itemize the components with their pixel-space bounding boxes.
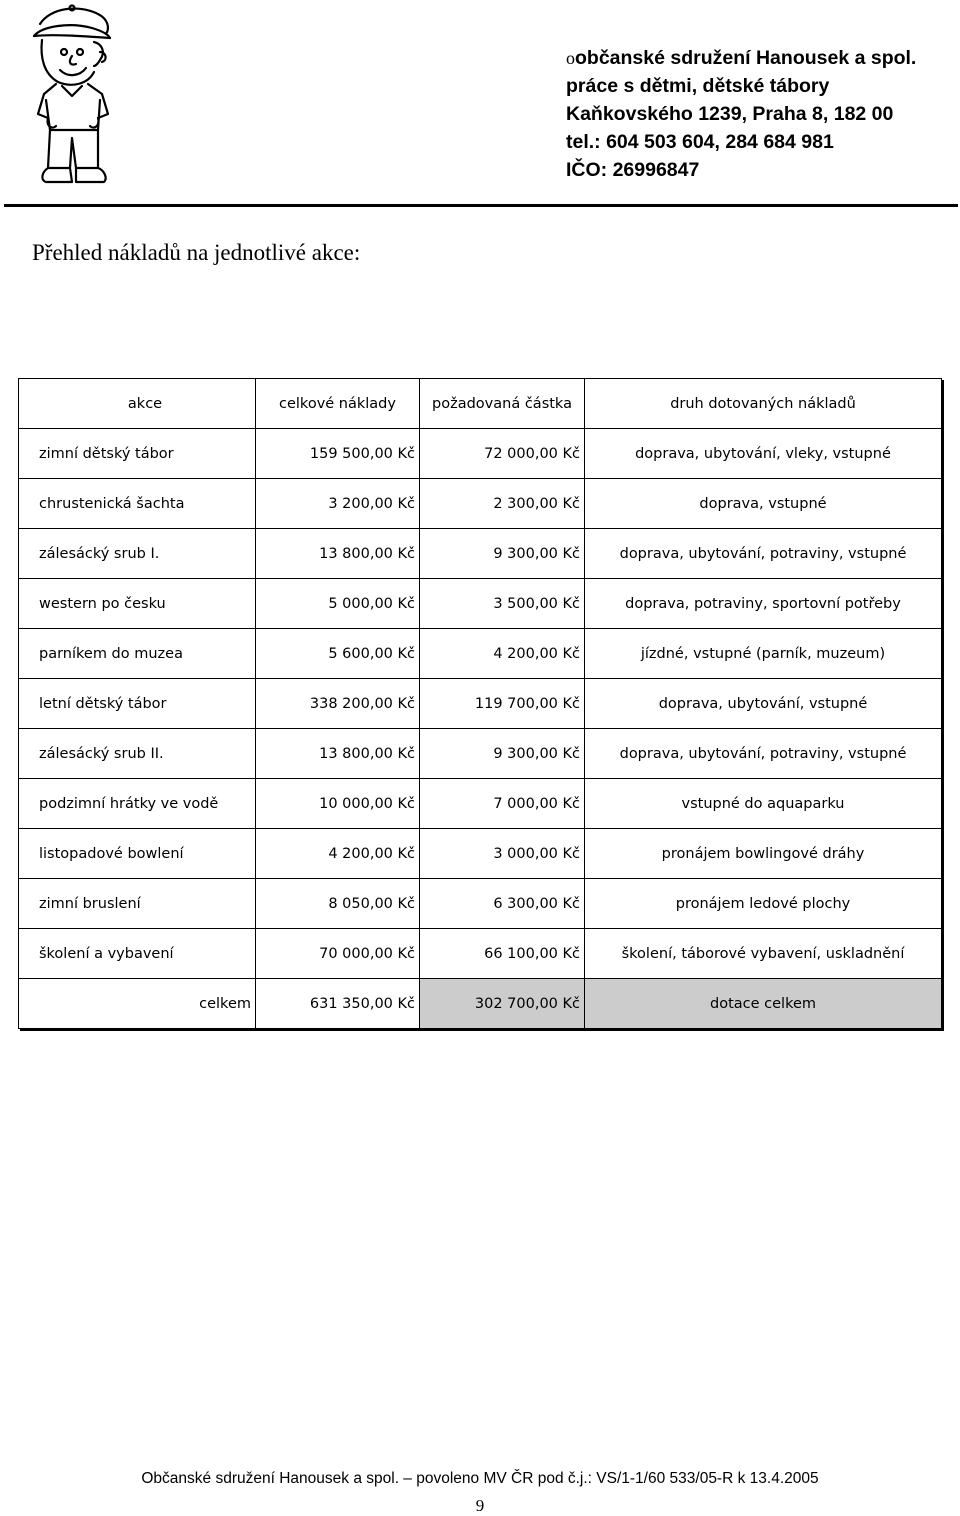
row-type: pronájem ledové plochy [585,879,942,929]
row-type: jízdné, vstupné (parník, muzeum) [585,629,942,679]
row-type: pronájem bowlingové dráhy [585,829,942,879]
table-row [19,629,942,679]
row-requested: 119 700,00 Kč [420,679,585,729]
summary-label: celkem [19,979,256,1029]
row-akce: parníkem do muzea [19,629,256,679]
table-summary-row [19,979,942,1029]
row-requested: 3 500,00 Kč [420,579,585,629]
table-row [19,429,942,479]
column-header-total: celkové náklady [256,379,420,429]
org-name-line [566,44,916,72]
row-requested: 7 000,00 Kč [420,779,585,829]
row-type: doprava, ubytování, vleky, vstupné [585,429,942,479]
row-requested: 72 000,00 Kč [420,429,585,479]
row-type: vstupné do aquaparku [585,779,942,829]
row-akce: zálesácký srub I. [19,529,256,579]
cost-table [18,378,942,1029]
column-header-akce: akce [19,379,256,429]
table-row [19,879,942,929]
page-title: Přehled nákladů na jednotlivé akce: [32,240,361,265]
row-type: doprava, vstupné [585,479,942,529]
row-type: školení, táborové vybavení, uskladnění [585,929,942,979]
row-requested: 66 100,00 Kč [420,929,585,979]
row-total: 159 500,00 Kč [256,429,420,479]
page-number: 9 [475,1496,485,1515]
org-address: Kaňkovského 1239, Praha 8, 182 00 [566,103,894,125]
row-requested: 9 300,00 Kč [420,729,585,779]
row-akce: zimní dětský tábor [19,429,256,479]
table-row [19,829,942,879]
table-row [19,529,942,579]
row-akce: školení a vybavení [19,929,256,979]
row-type: doprava, potraviny, sportovní potřeby [585,579,942,629]
row-akce: zálesácký srub II. [19,729,256,779]
table-row [19,929,942,979]
row-requested: 3 000,00 Kč [420,829,585,879]
row-total: 13 800,00 Kč [256,529,420,579]
page-footer: Občanské sdružení Hanousek a spol. – povoleno MV ČR pod č.j.: VS/1-1/60 533/05-R k 13.4.2005 [141,1470,819,1487]
row-akce: chrustenická šachta [19,479,256,529]
row-requested: 4 200,00 Kč [420,629,585,679]
summary-type: dotace celkem [585,979,942,1029]
table-row [19,779,942,829]
row-total: 8 050,00 Kč [256,879,420,929]
column-header-type: druh dotovaných nákladů [585,379,942,429]
boy-mascot-logo [22,2,134,188]
row-akce: podzimní hrátky ve vodě [19,779,256,829]
org-activity: práce s dětmi, dětské tábory [566,75,830,97]
table-row [19,579,942,629]
row-requested: 2 300,00 Kč [420,479,585,529]
row-total: 10 000,00 Kč [256,779,420,829]
row-total: 4 200,00 Kč [256,829,420,879]
row-total: 338 200,00 Kč [256,679,420,729]
row-akce: letní dětský tábor [19,679,256,729]
row-requested: 6 300,00 Kč [420,879,585,929]
row-type: doprava, ubytování, potraviny, vstupné [585,529,942,579]
table-row [19,479,942,529]
row-total: 5 000,00 Kč [256,579,420,629]
summary-total: 631 350,00 Kč [256,979,420,1029]
row-total: 5 600,00 Kč [256,629,420,679]
row-total: 70 000,00 Kč [256,929,420,979]
header-divider [4,204,958,207]
row-type: doprava, ubytování, vstupné [585,679,942,729]
row-total: 3 200,00 Kč [256,479,420,529]
org-phone: tel.: 604 503 604, 284 684 981 [566,131,834,153]
row-akce: western po česku [19,579,256,629]
row-total: 13 800,00 Kč [256,729,420,779]
org-prefix: o [566,48,575,68]
org-ico: IČO: 26996847 [566,159,700,181]
org-name: občanské sdružení Hanousek a spol. [575,47,917,69]
table-row [19,679,942,729]
row-requested: 9 300,00 Kč [420,529,585,579]
organization-header [566,44,916,184]
row-type: doprava, ubytování, potraviny, vstupné [585,729,942,779]
row-akce: listopadové bowlení [19,829,256,879]
table-row [19,729,942,779]
table-header-row [19,379,942,429]
summary-requested: 302 700,00 Kč [420,979,585,1029]
row-akce: zimní bruslení [19,879,256,929]
column-header-requested: požadovaná částka [420,379,585,429]
